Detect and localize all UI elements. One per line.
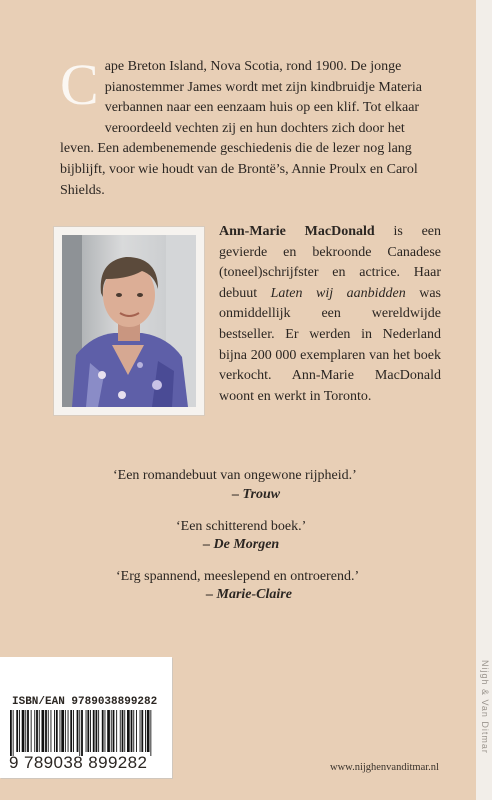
author-portrait-image	[62, 235, 196, 407]
bio-text-part-2: was onmiddellijk een wereldwijde bestseller. Er werden in Nederland bijna 200 000 exemplaren van het boek verkocht. Ann-Marie MacDonald woont en werkt in Toronto.	[219, 285, 441, 404]
review-quote-3: ‘Erg spannend, meeslepend en ontroerend.’	[116, 569, 360, 584]
barcode-bar	[22, 710, 25, 752]
publisher-website: www.nijghenvanditmar.nl	[330, 762, 439, 773]
barcode-bar	[147, 710, 150, 752]
barcode-bar	[73, 710, 74, 752]
barcode-bar	[65, 710, 66, 752]
barcode-bar	[96, 710, 98, 752]
review-source-3: – Marie-Claire	[206, 587, 292, 602]
blurb-paragraph	[60, 52, 438, 201]
barcode-bar	[111, 710, 112, 752]
barcode-bar	[127, 710, 130, 752]
barcode-bar	[124, 710, 125, 752]
barcode-sticker	[0, 657, 172, 778]
barcode-bar	[70, 710, 72, 752]
barcode-bar	[145, 710, 146, 752]
barcode-bar	[77, 710, 79, 752]
spine-publisher: Nijgh & Van Ditmar	[480, 660, 490, 754]
barcode-bar	[122, 710, 124, 752]
barcode-bar	[140, 710, 141, 752]
barcode-bars	[10, 710, 152, 756]
barcode-bar	[25, 710, 26, 752]
barcode-bar	[87, 710, 89, 752]
barcode-bar	[102, 710, 104, 752]
barcode-bar	[113, 710, 115, 752]
barcode-bar	[51, 710, 52, 752]
barcode-bar	[60, 710, 61, 752]
barcode-bar	[141, 710, 143, 752]
author-bio	[219, 222, 441, 407]
barcode-bar	[36, 710, 38, 752]
dropcap-letter: C	[60, 52, 99, 117]
barcode-bar	[81, 710, 83, 756]
barcode-bar	[68, 710, 69, 752]
barcode-bar	[34, 710, 35, 752]
barcode-bar	[39, 710, 40, 752]
review-quote-2: ‘Een schitterend boek.’	[176, 519, 307, 534]
barcode-bar	[93, 710, 95, 752]
barcode-bar	[90, 710, 91, 752]
author-photo	[54, 227, 204, 415]
debut-title: Laten wij aanbidden	[270, 285, 406, 301]
barcode-bar	[16, 710, 18, 752]
review-source-1: – Trouw	[232, 487, 281, 502]
barcode-bar	[13, 710, 14, 756]
barcode-bar	[131, 710, 133, 752]
barcode-bar	[19, 710, 20, 752]
bio-text-part-1: is een gevierde en bekroonde Canadese (toneel)schrijfster en actrice. Haar debuut	[219, 224, 441, 301]
barcode-bar	[10, 710, 12, 756]
review-source-2: – De Morgen	[203, 537, 280, 552]
barcode-bar	[98, 710, 99, 752]
barcode-bar	[48, 710, 49, 752]
barcode-bar	[107, 710, 110, 752]
barcode-bar	[116, 710, 117, 752]
barcode-bar	[42, 710, 45, 752]
barcode-bar	[150, 710, 151, 756]
isbn-label: ISBN/EAN 9789038899282	[12, 696, 158, 708]
barcode-bar	[86, 710, 87, 752]
barcode-bar	[136, 710, 137, 752]
blurb-text: ape Breton Island, Nova Scotia, rond 1900. De jonge pianostemmer James wordt met zijn kindbruidje Materia verbannen naar een eenzaam huis op een klif. Tot elkaar veroordeeld vechten zij en hun dochters zich door het leven. Een adembenemende geschiedenis die de lezer nog lang bijblijft, voor wie houdt van de Brontë’s, Annie Proulx en Carol Shields.	[60, 59, 422, 198]
barcode-bar	[105, 710, 106, 752]
barcode-bar	[45, 710, 47, 752]
barcode-bar	[31, 710, 32, 752]
barcode-digits: 9 789038 899282	[9, 753, 148, 772]
barcode-bar	[79, 710, 80, 756]
author-name: Ann-Marie MacDonald	[219, 224, 375, 239]
review-quote-1: ‘Een romandebuut van ongewone rijpheid.’	[113, 468, 357, 483]
barcode-bar	[54, 710, 55, 752]
barcode-bar	[61, 710, 64, 752]
barcode-bar	[120, 710, 121, 752]
barcode-bar	[56, 710, 58, 752]
barcode-bar	[133, 710, 134, 752]
barcode-bar	[27, 710, 29, 752]
